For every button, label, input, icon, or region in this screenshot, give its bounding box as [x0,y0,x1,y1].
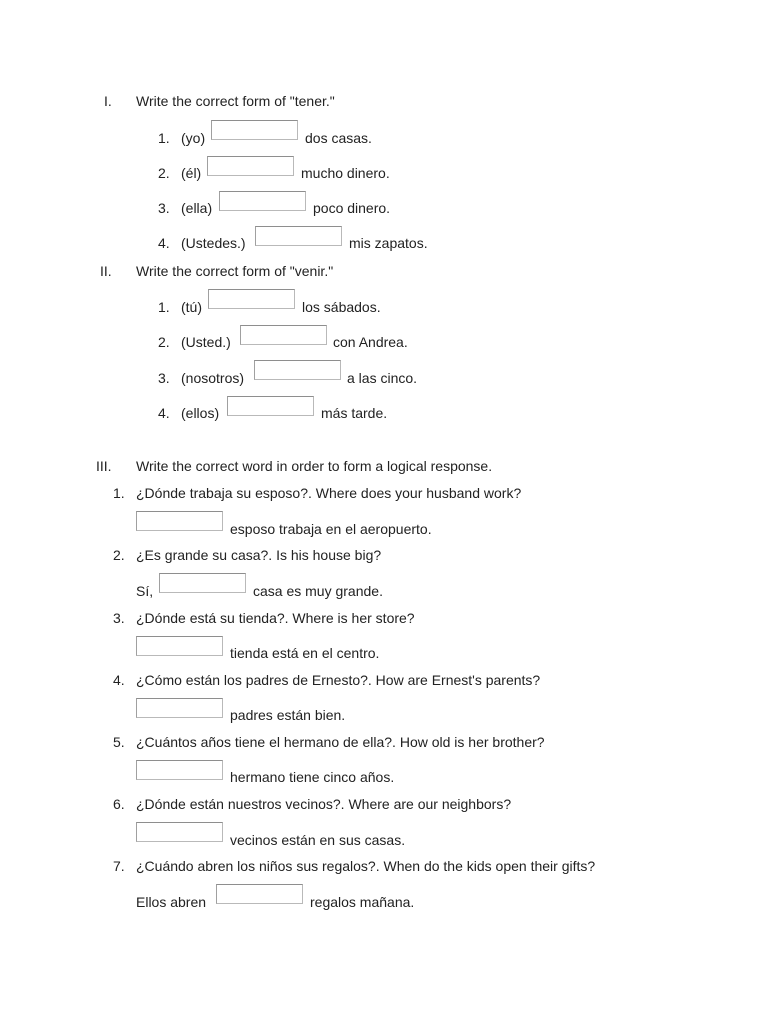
answer-input[interactable] [219,191,306,211]
question-text: ¿Cuándo abren los niños sus regalos?. When do the kids open their gifts? [136,858,596,874]
section-title: Write the correct form of "tener." [136,93,335,109]
item-subject: (Ustedes.) [181,235,246,251]
item-number: 2. [158,334,170,350]
item-number: 1. [158,299,170,315]
item-subject: (ellos) [181,405,220,421]
question-text: ¿Es grande su casa?. Is his house big? [136,547,382,563]
item-number: 3. [158,370,170,386]
question-number: 6. [113,796,125,812]
item-number: 2. [158,165,170,181]
answer-sentence-end: casa es muy grande. [253,583,383,599]
item-subject: (nosotros) [181,370,245,386]
answer-sentence-end: esposo trabaja en el aeropuerto. [230,521,432,537]
item-subject: (Usted.) [181,334,231,350]
answer-input[interactable] [207,156,294,176]
answer-sentence-end: regalos mañana. [310,894,415,910]
item-subject: (ella) [181,200,213,216]
item-sentence-end: dos casas. [305,130,372,146]
item-sentence-end: mis zapatos. [349,235,428,251]
answer-input[interactable] [136,822,223,842]
question-number: 7. [113,858,125,874]
question-number: 2. [113,547,125,563]
answer-input[interactable] [254,360,341,380]
answer-sentence-end: padres están bien. [230,707,346,723]
item-number: 3. [158,200,170,216]
section-title: Write the correct word in order to form a logical response. [136,458,493,474]
item-number: 4. [158,405,170,421]
section-numeral: I. [104,93,112,109]
answer-input[interactable] [227,396,314,416]
answer-sentence-start: Sí, [136,583,154,599]
answer-sentence-end: vecinos están en sus casas. [230,832,406,848]
question-text: ¿Dónde están nuestros vecinos?. Where are our neighbors? [136,796,512,812]
item-number: 1. [158,130,170,146]
question-text: ¿Cuántos años tiene el hermano de ella?. How old is her brother? [136,734,545,750]
item-number: 4. [158,235,170,251]
item-sentence-end: poco dinero. [313,200,391,216]
section-numeral: III. [96,458,112,474]
question-text: ¿Dónde está su tienda?. Where is her store? [136,610,415,626]
item-sentence-end: mucho dinero. [301,165,390,181]
answer-input[interactable] [136,511,223,531]
answer-input[interactable] [255,226,342,246]
section-title: Write the correct form of "venir." [136,263,334,279]
answer-input[interactable] [136,760,223,780]
answer-sentence-start: Ellos abren [136,894,207,910]
answer-input[interactable] [136,636,223,656]
answer-input[interactable] [240,325,327,345]
item-subject: (tú) [181,299,202,315]
question-number: 4. [113,672,125,688]
section-numeral: II. [100,263,112,279]
question-number: 1. [113,485,125,501]
question-text: ¿Cómo están los padres de Ernesto?. How are Ernest's parents? [136,672,541,688]
item-sentence-end: más tarde. [321,405,388,421]
question-number: 3. [113,610,125,626]
item-subject: (él) [181,165,202,181]
answer-input[interactable] [136,698,223,718]
answer-input[interactable] [216,884,303,904]
answer-input[interactable] [211,120,298,140]
answer-input[interactable] [208,289,295,309]
answer-sentence-end: hermano tiene cinco años. [230,769,395,785]
item-sentence-end: los sábados. [302,299,381,315]
question-number: 5. [113,734,125,750]
question-text: ¿Dónde trabaja su esposo?. Where does your husband work? [136,485,522,501]
item-sentence-end: a las cinco. [347,370,418,386]
item-sentence-end: con Andrea. [333,334,408,350]
item-subject: (yo) [181,130,206,146]
answer-input[interactable] [159,573,246,593]
answer-sentence-end: tienda está en el centro. [230,645,380,661]
